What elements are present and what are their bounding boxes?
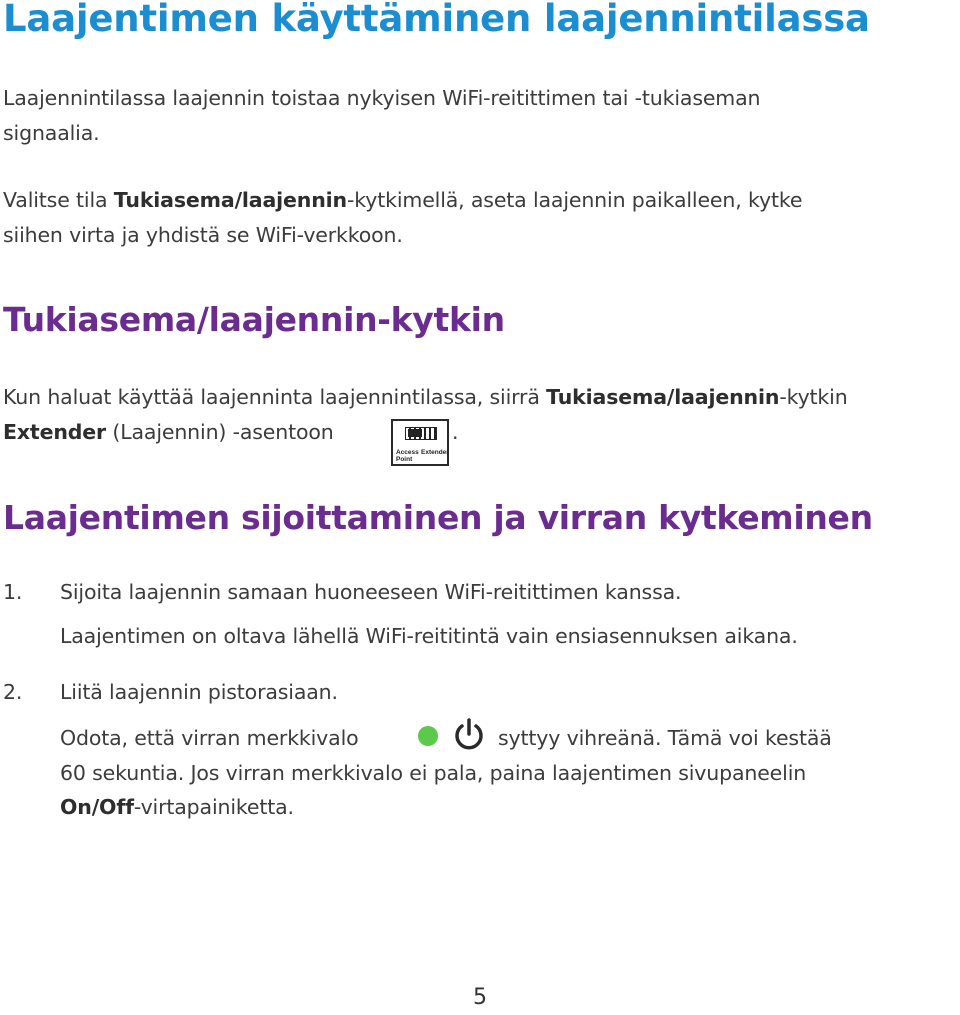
step-2-number: 2.	[3, 680, 23, 704]
step-2-line-4	[60, 790, 294, 825]
switch-paragraph-pre: Kun haluat käyttää laajenninta laajennintilassa, siirrä	[3, 385, 547, 409]
step-1-line-2: Laajentimen on oltava lähellä WiFi-reititintä vain ensiasennuksen aikana.	[60, 624, 798, 648]
intro-paragraph-2-bold: Tukiasema/laajennin	[113, 188, 347, 212]
extender-text: (Laajennin) -asentoon	[106, 420, 334, 444]
intro-paragraph-2-pre: Valitse tila	[3, 188, 114, 212]
intro-paragraph-2-post: -kytkimellä, aseta laajennin paikalleen, kytke	[347, 188, 803, 212]
step-1-line-1: Sijoita laajennin samaan huoneeseen WiFi-reitittimen kanssa.	[60, 580, 682, 604]
intro-paragraph-1-line-2: signaalia.	[3, 121, 100, 145]
page-title: Laajentimen käyttäminen laajennintilassa	[3, 0, 870, 40]
switch-label-point: Point	[396, 456, 413, 463]
switch-knob	[408, 429, 422, 437]
step-2-line-1: Liitä laajennin pistorasiaan.	[60, 680, 338, 704]
intro-paragraph-1	[3, 81, 760, 151]
step-1-number: 1.	[3, 580, 23, 604]
section-heading-placement: Laajentimen sijoittaminen ja virran kytkeminen	[3, 498, 873, 537]
step-2-line-2-pre: Odota, että virran merkkivalo	[60, 726, 359, 750]
step-2-line-2-post: syttyy vihreänä. Tämä voi kestää	[498, 726, 832, 750]
section-heading-switch: Tukiasema/laajennin-kytkin	[3, 300, 505, 339]
green-led-icon	[418, 726, 438, 746]
switch-label-access-point	[396, 449, 419, 463]
on-off-bold: On/Off	[60, 795, 134, 819]
intro-paragraph-2-line-2: siihen virta ja yhdistä se WiFi-verkkoon.	[3, 223, 403, 247]
switch-paragraph-post: -kytkin	[779, 385, 848, 409]
switch-paragraph-bold: Tukiasema/laajennin	[546, 385, 780, 409]
intro-paragraph-2	[3, 183, 802, 253]
intro-paragraph-1-line-1: Laajennintilassa laajennin toistaa nykyisen WiFi-reitittimen tai -tukiaseman	[3, 86, 761, 110]
on-off-text: -virtapainiketta.	[133, 795, 294, 819]
access-point-extender-switch-icon	[391, 419, 449, 466]
switch-label-extender: Extender	[421, 449, 449, 456]
intro-paragraph-2-line-1	[3, 183, 802, 218]
switch-track	[405, 427, 437, 440]
extender-bold: Extender	[3, 420, 107, 444]
step-2-line-3: 60 sekuntia. Jos virran merkkivalo ei pala, paina laajentimen sivupaneelin	[60, 761, 807, 785]
switch-paragraph-period: .	[452, 420, 459, 444]
switch-paragraph-line-1	[3, 380, 848, 415]
power-icon	[451, 717, 487, 753]
switch-label-access: Access	[396, 449, 419, 456]
page-number: 5	[473, 985, 487, 1010]
